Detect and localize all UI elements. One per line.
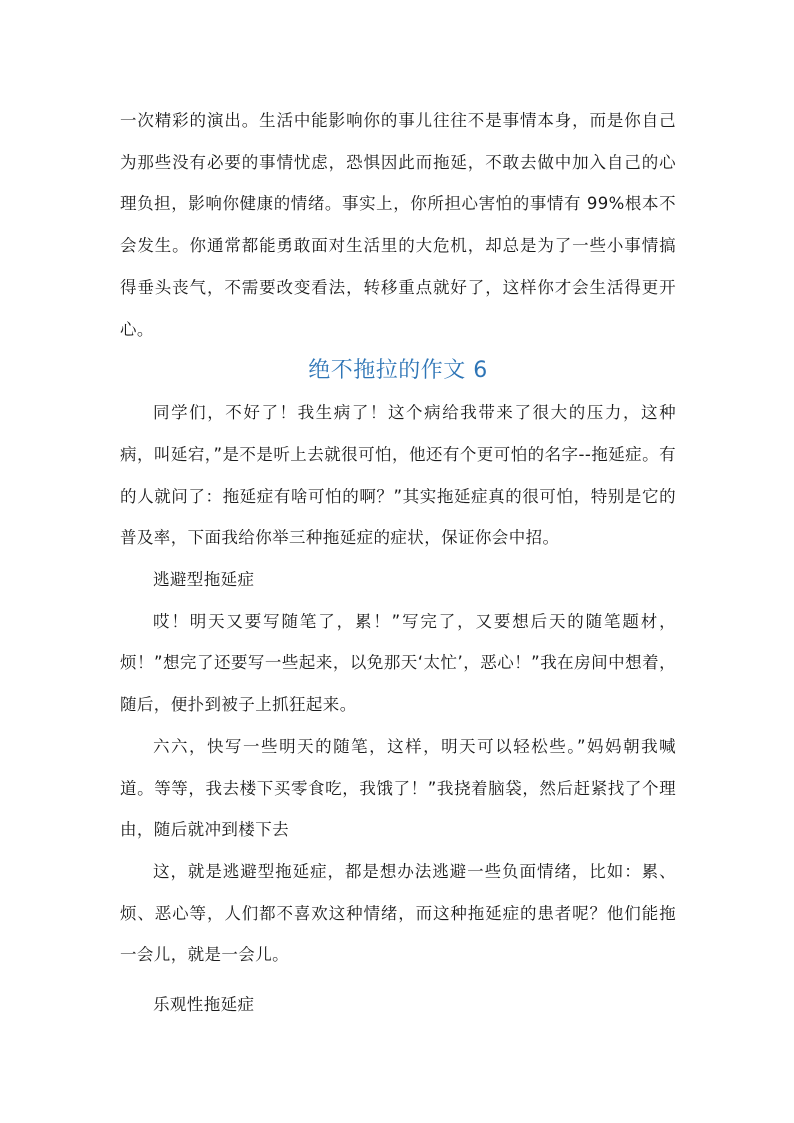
spacer xyxy=(120,976,676,984)
intro-paragraph: 一次精彩的演出。生活中能影响你的事儿往往不是事情本身，而是你自己为那些没有必要的事情忧虑，恐惧因此而拖延，不敢去做中加入自己的心理负担，影响你健康的情绪。事实上，你所担心害怕的事情有 99%根本不会发生。你通常都能勇敢面对生活里的大危机，却总是为了一些小事情搞得垂头丧气，不需要改变看法，转移重点就好了，这样你才会生活得更开心。 xyxy=(120,111,676,339)
paragraph-intro-problem: 同学们，不好了！我生病了！这个病给我带来了很大的压力，这种病，叫延宕，”是不是听上去就很可怕，他还有个更可怕的名字--拖延症。有的人就问了：拖延症有啥可怕的啊？”其实拖延症真的很可怕，特别是它的普及率，下面我给你举三种拖延症的症状，保证你会中招。 xyxy=(120,403,676,548)
section-title: 绝不拖拉的作文 6 xyxy=(308,358,488,384)
paragraph-story-mom: 六六，快写一些明天的随笔，这样，明天可以轻松些。”妈妈朝我喊道。等等，我去楼下买零食吃，我饿了！”我挠着脑袋，然后赶紧找了个理由，随后就冲到楼下去 xyxy=(120,736,676,840)
paragraph-story-essay: 哎！明天又要写随笔了，累！”写完了，又要想后天的随笔题材，烦！”想完了还要写一些起来，以免那天‘太忙’，恶心！”我在房间中想着，随后，便扑到被子上抓狂起来。 xyxy=(120,611,676,715)
subheading-avoidance-type: 逃避型拖延症 xyxy=(153,570,255,590)
document-body xyxy=(120,100,676,1026)
paragraph-avoidance-explanation: 这，就是逃避型拖延症，都是想办法逃避一些负面情绪，比如：累、烦、恶心等，人们都不喜欢这种情绪，而这种拖延症的患者呢？他们能拖一会儿，就是一会儿。 xyxy=(120,861,676,965)
subheading-optimistic-type: 乐观性拖延症 xyxy=(153,995,255,1015)
